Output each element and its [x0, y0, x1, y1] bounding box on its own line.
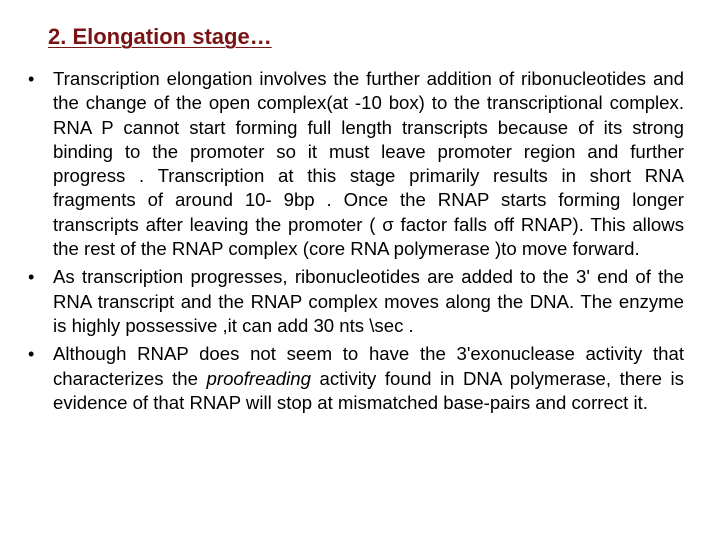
bullet-text-end: activity found in DNA polymerase, there is evidence of that RNAP will stop at mismatched base-pairs and correct it.: [53, 367, 684, 413]
bullet-text: Transcription elongation involves the further addition of ribonucleotides and the change of the open complex(at -10 box) to the transcriptional complex. RNA P cannot start forming full length transcripts because of its strong binding to the promoter so it must leave promoter region and further progress . Transcription at this stage primarily results in short RNA fragments of around 10- 9bp . Once the RNAP starts forming longer transcripts after leaving the promoter ( σ factor falls off RNAP). This allows the rest of the RNAP complex (core RNA polymerase )to move forward.: [53, 68, 684, 260]
bullet-item-progression: [28, 265, 684, 338]
bullet-icon: •: [28, 344, 35, 365]
bullet-item-proofreading: [28, 342, 684, 415]
bullet-list: [28, 67, 684, 419]
bullet-icon: •: [28, 69, 35, 89]
emphasis-proofreading: proofreading: [206, 367, 311, 389]
bullet-text-start: Although RNAP does not seem to have the 3'exonuclease activity that characterizes the: [53, 343, 684, 389]
bullet-item-elongation: [28, 67, 684, 261]
bullet-text: As transcription progresses, ribonucleotides are added to the 3' end of the RNA transcript and the RNAP complex moves along the DNA. The enzyme is highly possessive ,it can add 30 nts \sec .: [53, 266, 684, 336]
slide-title: 2. Elongation stage…: [48, 24, 272, 49]
bullet-icon: •: [28, 267, 35, 288]
